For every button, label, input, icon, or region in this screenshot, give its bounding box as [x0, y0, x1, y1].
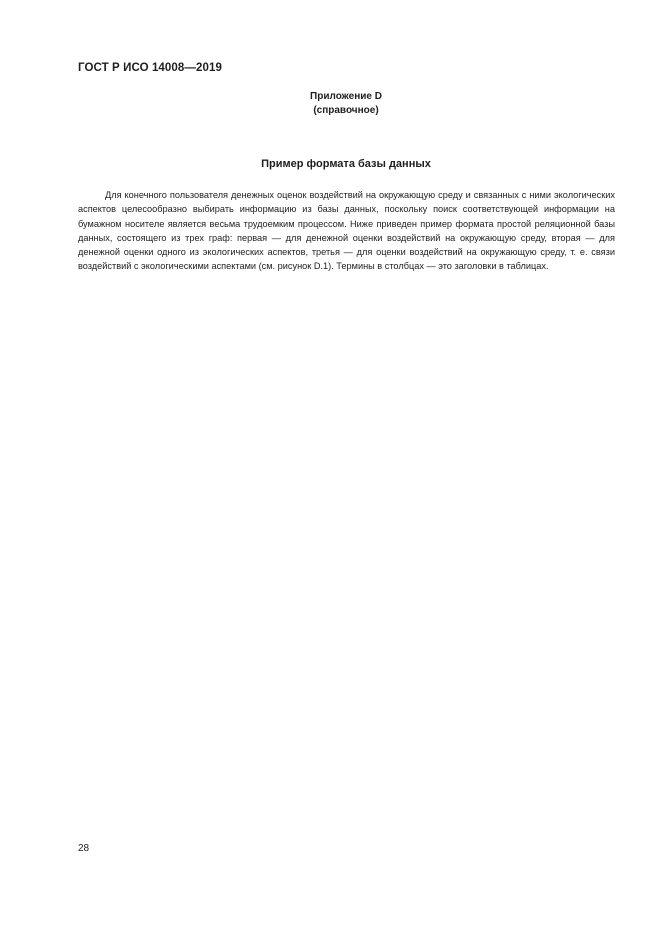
appendix-subtitle: (справочное) [313, 105, 379, 116]
appendix-title: Приложение D [310, 91, 382, 102]
section-title: Пример формата базы данных [261, 158, 431, 170]
appendix-heading [0, 90, 661, 118]
page-number: 28 [78, 843, 90, 854]
body-paragraph: Для конечного пользователя денежных оценок воздействий на окружающую среду и связанных с ними экологических аспектов целесообразно выбирать информацию из базы данных, поскольку поиск соответствующей информации на бумажном носителе является весьма трудоемким процессом. Ниже приведен пример формата простой реляционной базы данных, состоящего из трех граф: первая — для денежной оценки воздействий на окружающую среду, вторая — для денежной оценки одного из экологических аспектов, третья — для оценки воздействий на окружающую среду, т. е. связи воздействий с экологическими аспектами (см. рисунок D.1). Термины в столбцах — это заголовки в таблицах. [78, 190, 615, 272]
standard-code-header: ГОСТ Р ИСО 14008—2019 [78, 62, 223, 74]
